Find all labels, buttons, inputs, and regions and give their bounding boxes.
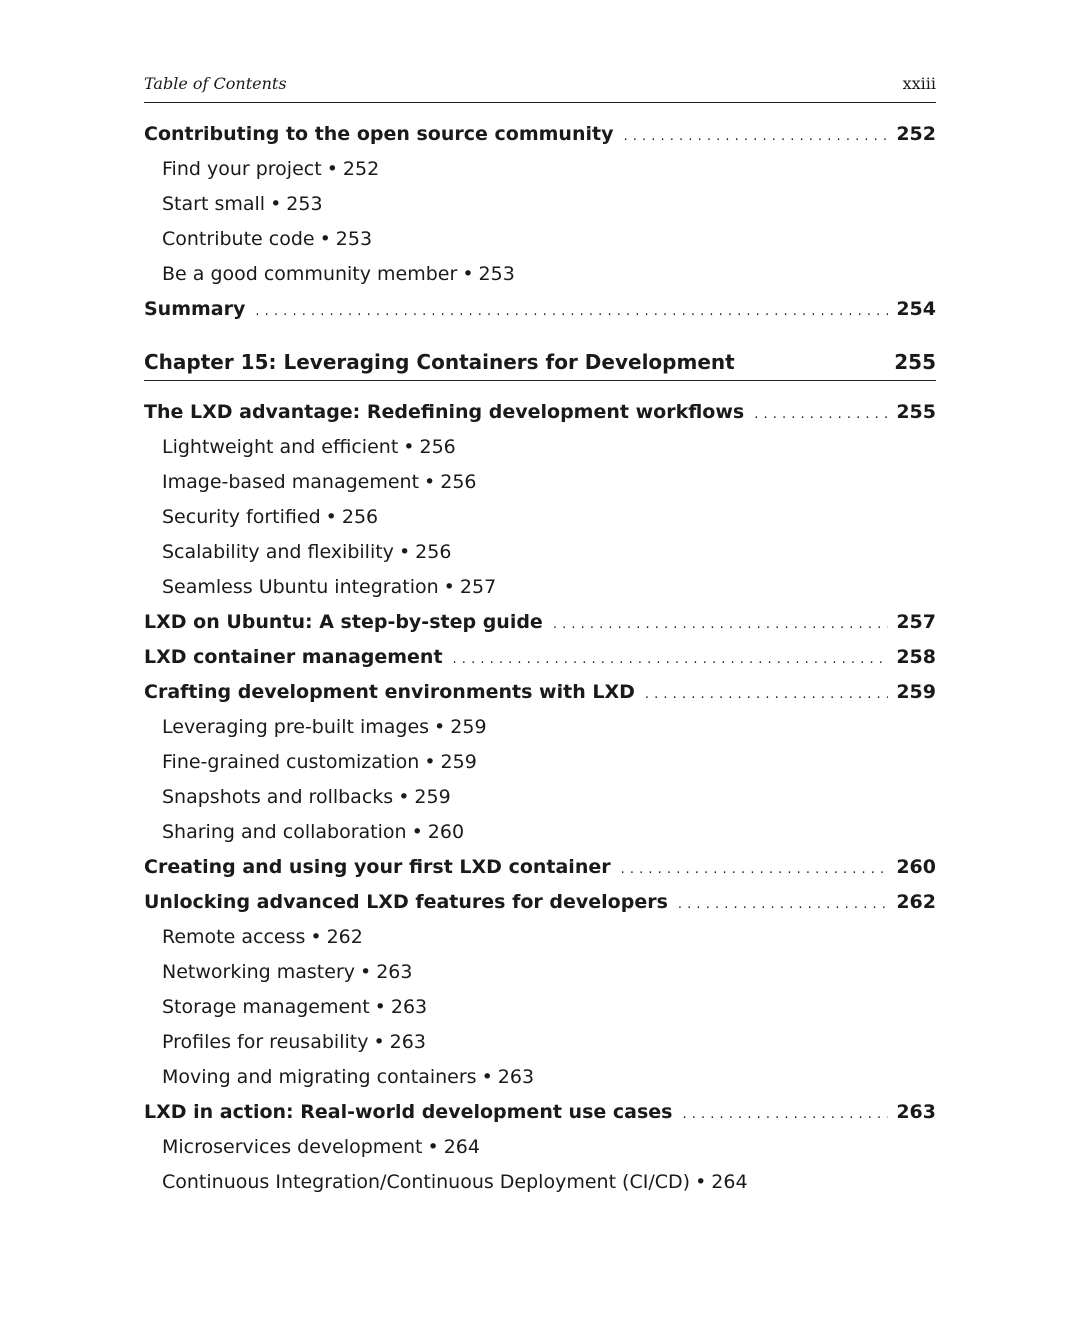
toc-entry-first-lxd-container[interactable]	[144, 850, 936, 885]
bullet-separator: •	[695, 1171, 707, 1193]
toc-entry-lxd-on-ubuntu[interactable]	[144, 605, 936, 640]
toc-subentry-label: Moving and migrating containers	[162, 1066, 477, 1088]
bullet-separator: •	[310, 926, 322, 948]
toc-subentry[interactable]	[144, 1060, 936, 1095]
toc-subentry-label: Contribute code	[162, 228, 315, 250]
toc-subentry-label: Seamless Ubuntu integration	[162, 576, 439, 598]
bullet-separator: •	[403, 436, 415, 458]
toc-subentry-label: Sharing and collaboration	[162, 821, 407, 843]
toc-subentry[interactable]	[144, 955, 936, 990]
toc-subentry-page: 264	[443, 1136, 480, 1158]
toc-subentry-label: Start small	[162, 193, 266, 215]
toc-subentry-page: 256	[415, 541, 452, 563]
toc-entry-label: LXD in action: Real-world development use cases	[144, 1101, 673, 1123]
bullet-separator: •	[398, 541, 411, 563]
toc-subentry[interactable]	[144, 780, 936, 815]
bullet-separator: •	[434, 716, 446, 738]
toc-entry-label: Unlocking advanced LXD features for developers	[144, 891, 668, 913]
dot-leader	[678, 887, 888, 922]
toc-subentry-label: Remote access	[162, 926, 306, 948]
toc-entry-crafting-dev-environments[interactable]	[144, 675, 936, 710]
toc-subentry[interactable]	[144, 710, 936, 745]
bullet-separator: •	[424, 751, 436, 773]
toc-subentry[interactable]	[144, 535, 936, 570]
toc-subentry-label: Profiles for reusability	[162, 1031, 369, 1053]
toc-subentry[interactable]	[144, 570, 936, 605]
toc-subentry[interactable]	[144, 465, 936, 500]
toc-subentry-label: Scalability and flexibility	[162, 541, 394, 563]
toc-entry-summary[interactable]	[144, 292, 936, 327]
dot-leader	[453, 642, 889, 677]
toc-page	[144, 0, 936, 1332]
toc-subentry[interactable]	[144, 745, 936, 780]
dot-leader	[553, 607, 889, 642]
toc-subentry-page: 256	[440, 471, 477, 493]
toc-entry-label: Creating and using your first LXD container	[144, 856, 611, 878]
toc-entry-label: Contributing to the open source community	[144, 123, 614, 145]
bullet-separator: •	[443, 576, 455, 598]
toc-subentry[interactable]	[144, 1130, 936, 1165]
toc-subentry[interactable]	[144, 920, 936, 955]
toc-subentry[interactable]	[144, 1025, 936, 1060]
toc-subentry-page: 259	[450, 716, 487, 738]
toc-subentry-label: Storage management	[162, 996, 370, 1018]
toc-subentry-page: 253	[286, 193, 323, 215]
toc-entry-page: 259	[896, 681, 936, 703]
chapter-page: 255	[894, 350, 936, 374]
chapter-title: Chapter 15: Leveraging Containers for Development	[144, 350, 735, 374]
bullet-separator: •	[319, 228, 331, 250]
toc-subentry-page: 263	[389, 1031, 426, 1053]
toc-entry-page: 262	[896, 891, 936, 913]
toc-entry-page: 255	[896, 401, 936, 423]
toc-subentry-label: Find your project	[162, 158, 322, 180]
toc-subentry-page: 264	[711, 1171, 748, 1193]
toc-subentry-page: 263	[376, 961, 413, 983]
toc-subentry-page: 256	[341, 506, 379, 528]
toc-subentry-page: 259	[414, 786, 451, 808]
toc-subentry-label: Lightweight and efficient	[162, 436, 399, 458]
bullet-separator: •	[462, 263, 474, 285]
toc-entry-page: 263	[896, 1101, 936, 1123]
toc-subentry-label: Leveraging pre-built images	[162, 716, 430, 738]
toc-subentry[interactable]	[144, 187, 936, 222]
dot-leader	[645, 677, 888, 712]
toc-subentry-page: 252	[342, 158, 380, 180]
toc-subentry-page: 256	[419, 436, 456, 458]
toc-subentry[interactable]	[144, 257, 936, 292]
dot-leader	[255, 294, 888, 329]
toc-subentry-page: 253	[335, 228, 373, 250]
bullet-separator: •	[411, 821, 423, 843]
toc-entry-lxd-container-management[interactable]	[144, 640, 936, 675]
toc-subentry-page: 263	[390, 996, 428, 1018]
toc-subentry[interactable]	[144, 815, 936, 850]
running-head	[144, 72, 936, 103]
toc-subentry[interactable]	[144, 1165, 936, 1200]
running-head-page-number: xxiii	[902, 74, 936, 93]
toc-entry-lxd-in-action[interactable]	[144, 1095, 936, 1130]
bullet-separator: •	[481, 1066, 493, 1088]
toc-subentry[interactable]	[144, 500, 936, 535]
bullet-separator: •	[270, 193, 282, 215]
bullet-separator: •	[427, 1136, 439, 1158]
toc-entry-page: 252	[896, 123, 936, 145]
toc-subentry[interactable]	[144, 430, 936, 465]
toc-subentry-page: 263	[497, 1066, 535, 1088]
toc-entry-page: 257	[896, 611, 936, 633]
chapter-heading[interactable]	[144, 345, 936, 381]
bullet-separator: •	[326, 158, 338, 180]
toc-subentry-page: 257	[459, 576, 497, 598]
toc-entry-label: Summary	[144, 298, 246, 320]
toc-list	[144, 117, 936, 1200]
toc-subentry-label: Security fortified	[162, 506, 321, 528]
toc-subentry-label: Be a good community member	[162, 263, 458, 285]
toc-entry-page: 258	[896, 646, 936, 668]
toc-subentry-label: Continuous Integration/Continuous Deployment (CI/CD)	[162, 1171, 691, 1193]
toc-subentry-label: Image-based management	[162, 471, 420, 493]
toc-subentry[interactable]	[144, 222, 936, 257]
toc-entry-label: LXD container management	[144, 646, 443, 668]
bullet-separator: •	[424, 471, 436, 493]
toc-subentry-page: 260	[427, 821, 465, 843]
toc-entry-page: 260	[896, 856, 936, 878]
dot-leader	[682, 1097, 888, 1132]
toc-entry-label: Crafting development environments with LXD	[144, 681, 635, 703]
toc-entry-label: The LXD advantage: Redefining development workflows	[144, 401, 745, 423]
bullet-separator: •	[398, 786, 410, 808]
toc-subentry[interactable]	[144, 152, 936, 187]
dot-leader	[621, 852, 889, 887]
bullet-separator: •	[360, 961, 372, 983]
bullet-separator: •	[374, 996, 386, 1018]
toc-subentry-label: Networking mastery	[162, 961, 355, 983]
toc-entry-page: 254	[896, 298, 936, 320]
toc-subentry[interactable]	[144, 990, 936, 1025]
dot-leader	[754, 397, 888, 432]
toc-subentry-page: 259	[440, 751, 477, 773]
dot-leader	[623, 119, 888, 154]
toc-subentry-label: Fine-grained customization	[162, 751, 420, 773]
toc-subentry-page: 262	[326, 926, 363, 948]
toc-subentry-label: Snapshots and rollbacks	[162, 786, 394, 808]
bullet-separator: •	[325, 506, 337, 528]
toc-subentry-page: 253	[478, 263, 515, 285]
toc-subentry-label: Microservices development	[162, 1136, 423, 1158]
toc-entry-contributing[interactable]	[144, 117, 936, 152]
toc-entry-label: LXD on Ubuntu: A step-by-step guide	[144, 611, 543, 633]
running-head-title: Table of Contents	[144, 74, 287, 93]
toc-entry-advanced-lxd-features[interactable]	[144, 885, 936, 920]
toc-entry-lxd-advantage[interactable]	[144, 395, 936, 430]
bullet-separator: •	[373, 1031, 385, 1053]
